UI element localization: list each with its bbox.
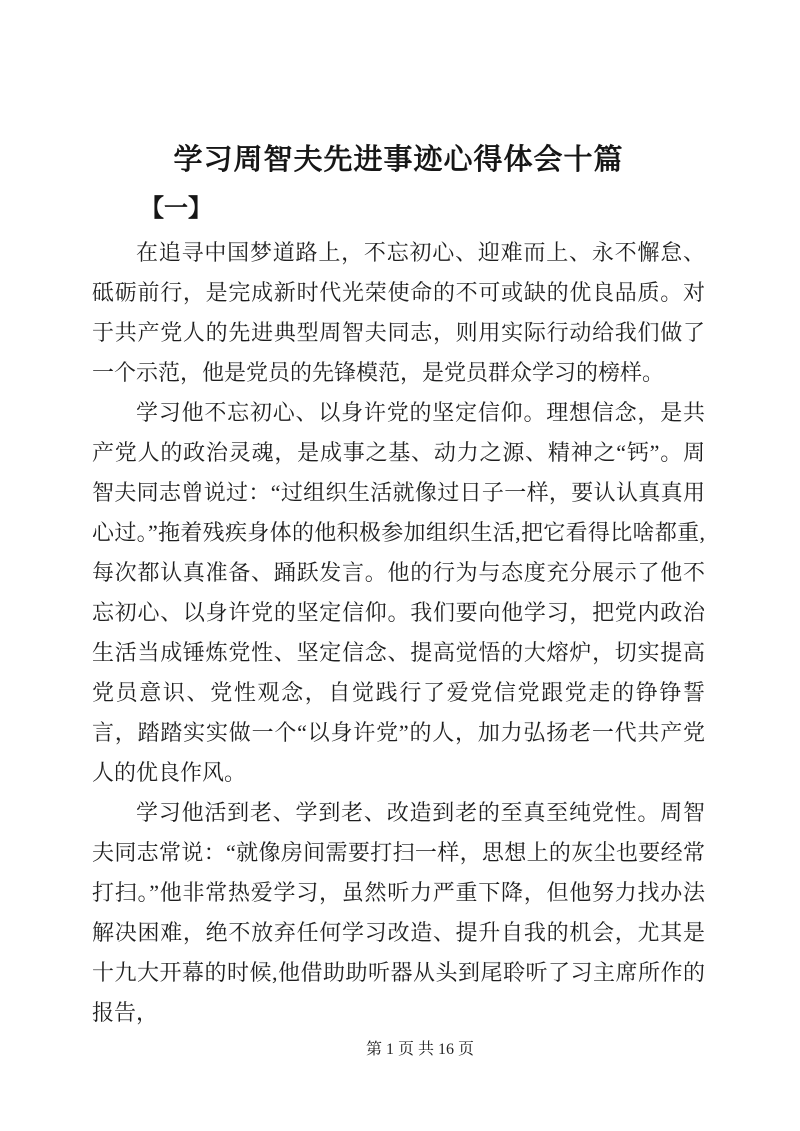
paragraph-1: 在追寻中国梦道路上，不忘初心、迎难而上、永不懈怠、砥砺前行，是完成新时代光荣使命的不可或缺的优良品质。对于共产党人的先进典型周智夫同志，则用实际行动给我们做了一个示范，他是党员的先锋模范，是党员群众学习的榜样。: [92, 240, 705, 385]
paragraph-2: 学习他不忘初心、以身许党的坚定信仰。理想信念，是共产党人的政治灵魂，是成事之基、动力之源、精神之“钙”。周智夫同志曾说过：“过组织生活就像过日子一样，要认认真真用心过。”拖着残疾身体的他积极参加组织生活,把它看得比啥都重,每次都认真准备、踊跃发言。他的行为与态度充分展示了他不忘初心、以身许党的坚定信仰。我们要向他学习，把党内政治生活当成锤炼党性、坚定信念、提高觉悟的大熔炉，切实提高党员意识、党性观念，自觉践行了爱党信党跟党走的铮铮誓言，踏踏实实做一个“以身许党”的人，加力弘扬老一代共产党人的优良作风。: [92, 400, 705, 785]
document-title: 学习周智夫先进事迹心得体会十篇: [173, 144, 624, 176]
section-heading-one: 【一】: [140, 196, 212, 222]
page-number-footer: 第 1 页 共 16 页: [365, 1041, 474, 1058]
document-body: [92, 0, 705, 1033]
paragraph-3: 学习他活到老、学到老、改造到老的至真至纯党性。周智夫同志常说：“就像房间需要打扫一样，思想上的灰尘也要经常打扫。”他非常热爱学习，虽然听力严重下降，但他努力找办法解决困难，绝不放弃任何学习改造、提升自我的机会，尤其是十九大开幕的时候,他借助助听器从头到尾聆听了习主席所作的报告，: [92, 800, 705, 1025]
